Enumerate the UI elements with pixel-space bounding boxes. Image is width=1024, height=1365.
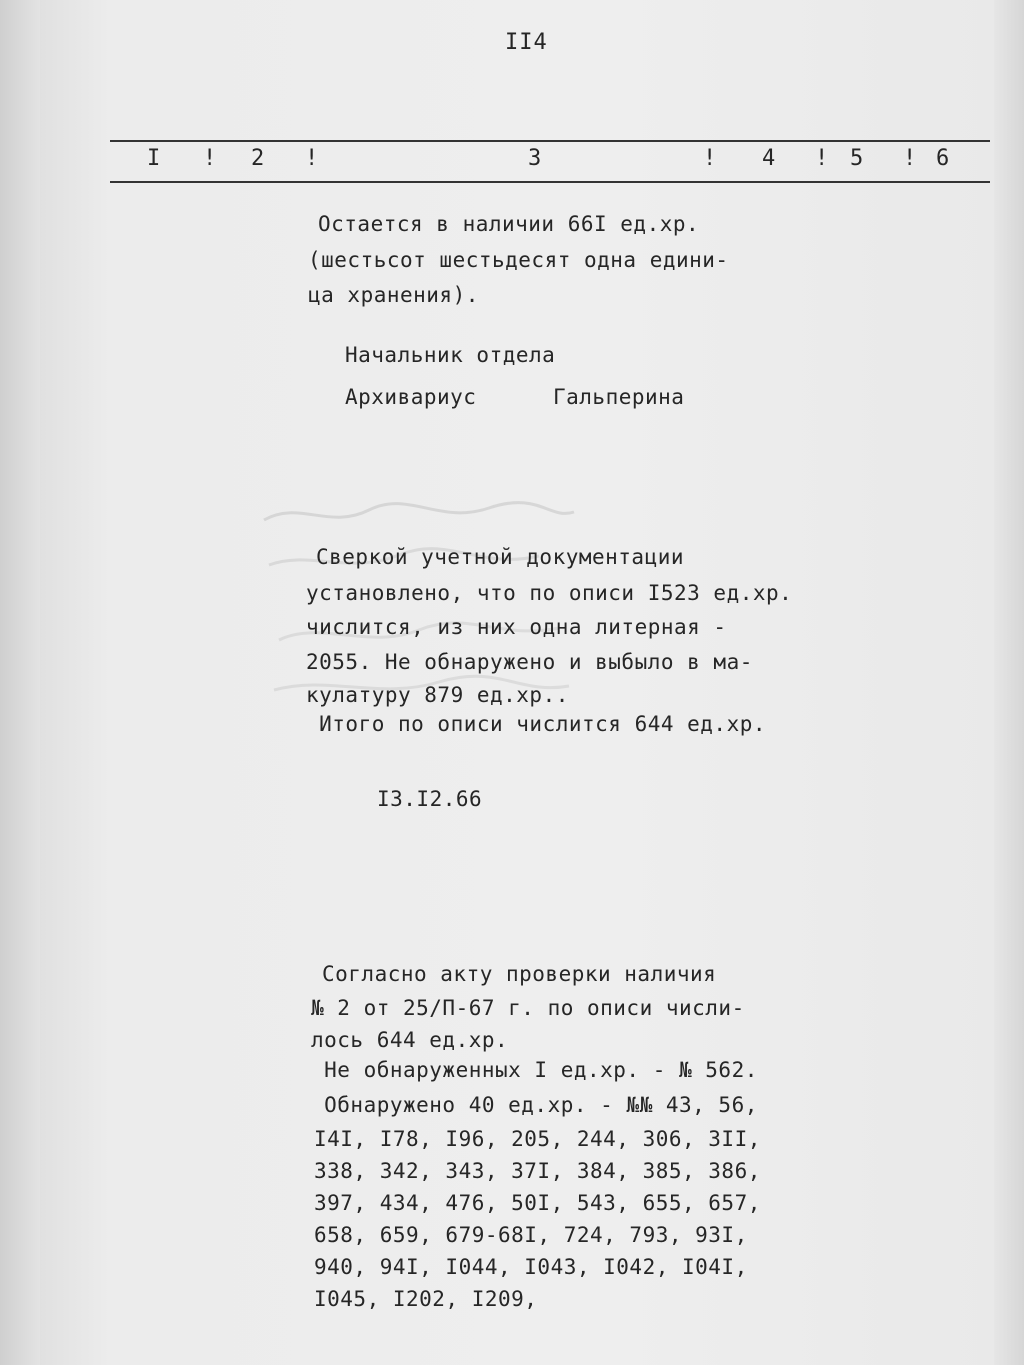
table-col-sep: ! bbox=[903, 146, 917, 171]
signature-position: Начальник отдела bbox=[345, 343, 556, 367]
text-line: Не обнаруженных I ед.хр. - № 562. bbox=[311, 1058, 758, 1082]
table-col-6: 6 bbox=[936, 146, 950, 171]
text-line: 338, 342, 343, 37I, 384, 385, 386, bbox=[314, 1159, 761, 1183]
text-line: лось 644 ед.хр. bbox=[311, 1028, 509, 1052]
text-line: Остается в наличии 66I ед.хр. bbox=[318, 212, 700, 236]
text-line: кулатуру 879 ед.хр.. bbox=[306, 683, 569, 707]
text-line: № 2 от 25/П-67 г. по описи числи- bbox=[311, 996, 745, 1020]
text-line: Итого по описи числится 644 ед.хр. bbox=[306, 712, 767, 736]
table-header-rule-bottom bbox=[110, 181, 990, 183]
signature-name: Гальперина bbox=[553, 385, 685, 409]
text-line: ца хранения). bbox=[308, 283, 479, 307]
text-line: Согласно акту проверки наличия bbox=[322, 962, 717, 986]
table-col-sep: ! bbox=[305, 146, 319, 171]
table-col-3: 3 bbox=[528, 146, 542, 171]
date: I3.I2.66 bbox=[377, 787, 483, 811]
table-col-1: I bbox=[147, 146, 161, 171]
text-line: числится, из них одна литерная - bbox=[306, 615, 727, 639]
table-col-sep: ! bbox=[815, 146, 829, 171]
text-line: Обнаружено 40 ед.хр. - №№ 43, 56, bbox=[311, 1093, 758, 1117]
table-col-sep: ! bbox=[203, 146, 217, 171]
table-col-4: 4 bbox=[762, 146, 776, 171]
text-line: установлено, что по описи I523 ед.хр. bbox=[306, 581, 793, 605]
text-line: I045, I202, I209, bbox=[314, 1287, 538, 1311]
page-number: II4 bbox=[505, 30, 548, 55]
right-page-shadow bbox=[994, 0, 1024, 1365]
table-col-5: 5 bbox=[850, 146, 864, 171]
table-header-rule-top bbox=[110, 140, 990, 142]
left-page-shadow bbox=[0, 0, 40, 1365]
text-line: I4I, I78, I96, 205, 244, 306, 3II, bbox=[314, 1127, 761, 1151]
text-line: Сверкой учетной документации bbox=[316, 545, 685, 569]
text-line: 658, 659, 679-68I, 724, 793, 93I, bbox=[314, 1223, 748, 1247]
text-line: 940, 94I, I044, I043, I042, I04I, bbox=[314, 1255, 748, 1279]
text-line: 2055. Не обнаружено и выбыло в ма- bbox=[306, 650, 753, 674]
table-col-2: 2 bbox=[251, 146, 265, 171]
text-line: 397, 434, 476, 50I, 543, 655, 657, bbox=[314, 1191, 761, 1215]
text-line: (шестьсот шестьдесят одна едини- bbox=[308, 248, 729, 272]
table-col-sep: ! bbox=[703, 146, 717, 171]
signature-title: Архивариус bbox=[345, 385, 477, 409]
